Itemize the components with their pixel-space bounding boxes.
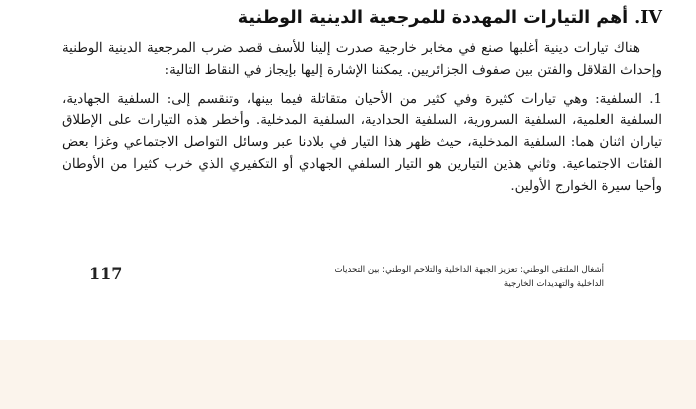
intro-paragraph: هناك تيارات دينية أغلبها صنع في مخابر خارجية صدرت إلينا للأسف قصد ضرب المرجعية الدينية الوطنية وإحداث القلاقل والفتن بين صفوف الجزائريين. يمكننا الإشارة إليها بإيجاز في النقاط التالية: [62, 41, 662, 78]
body-text [62, 38, 662, 198]
section-numeral: IV. [634, 8, 662, 28]
running-footer-line-2: الداخلية والتهديدات الخارجية [503, 278, 604, 289]
running-footer-line-1: أشغال الملتقى الوطني: تعزيز الجبهة الداخلية والتلاحم الوطني: بين التحديات [334, 265, 604, 275]
page-number: 117 [89, 264, 123, 283]
page-gap [0, 340, 696, 409]
section-heading [42, 4, 662, 32]
running-footer [284, 264, 604, 291]
list-item-number: 1. [649, 91, 662, 107]
list-item-text: السلفية: وهي تيارات كثيرة وفي كثير من الأحيان متقاتلة فيما بينها، وتنقسم إلى: السلفية الجهادية، السلفية العلمية، السلفية السرورية، السلفية الحدادية، السلفية المدخلية. وأخطر هذه التيارات على الإطلاق تياران اثنان هما: السلفية المدخلية، حيث ظهر هذا التيار في بلادنا عبر وسائل التواصل الاجتماعي وغزا بعض الفئات الاجتماعية. وثاني هذين التيارين هو التيار السلفي الجهادي أو التكفيري الذي خرب كثيرا من الأوطان وأحيا سيرة الخوارج الأولين. [62, 91, 662, 194]
section-title: أهم التيارات المهددة للمرجعية الدينية الوطنية [237, 8, 629, 28]
list-item [62, 89, 662, 198]
